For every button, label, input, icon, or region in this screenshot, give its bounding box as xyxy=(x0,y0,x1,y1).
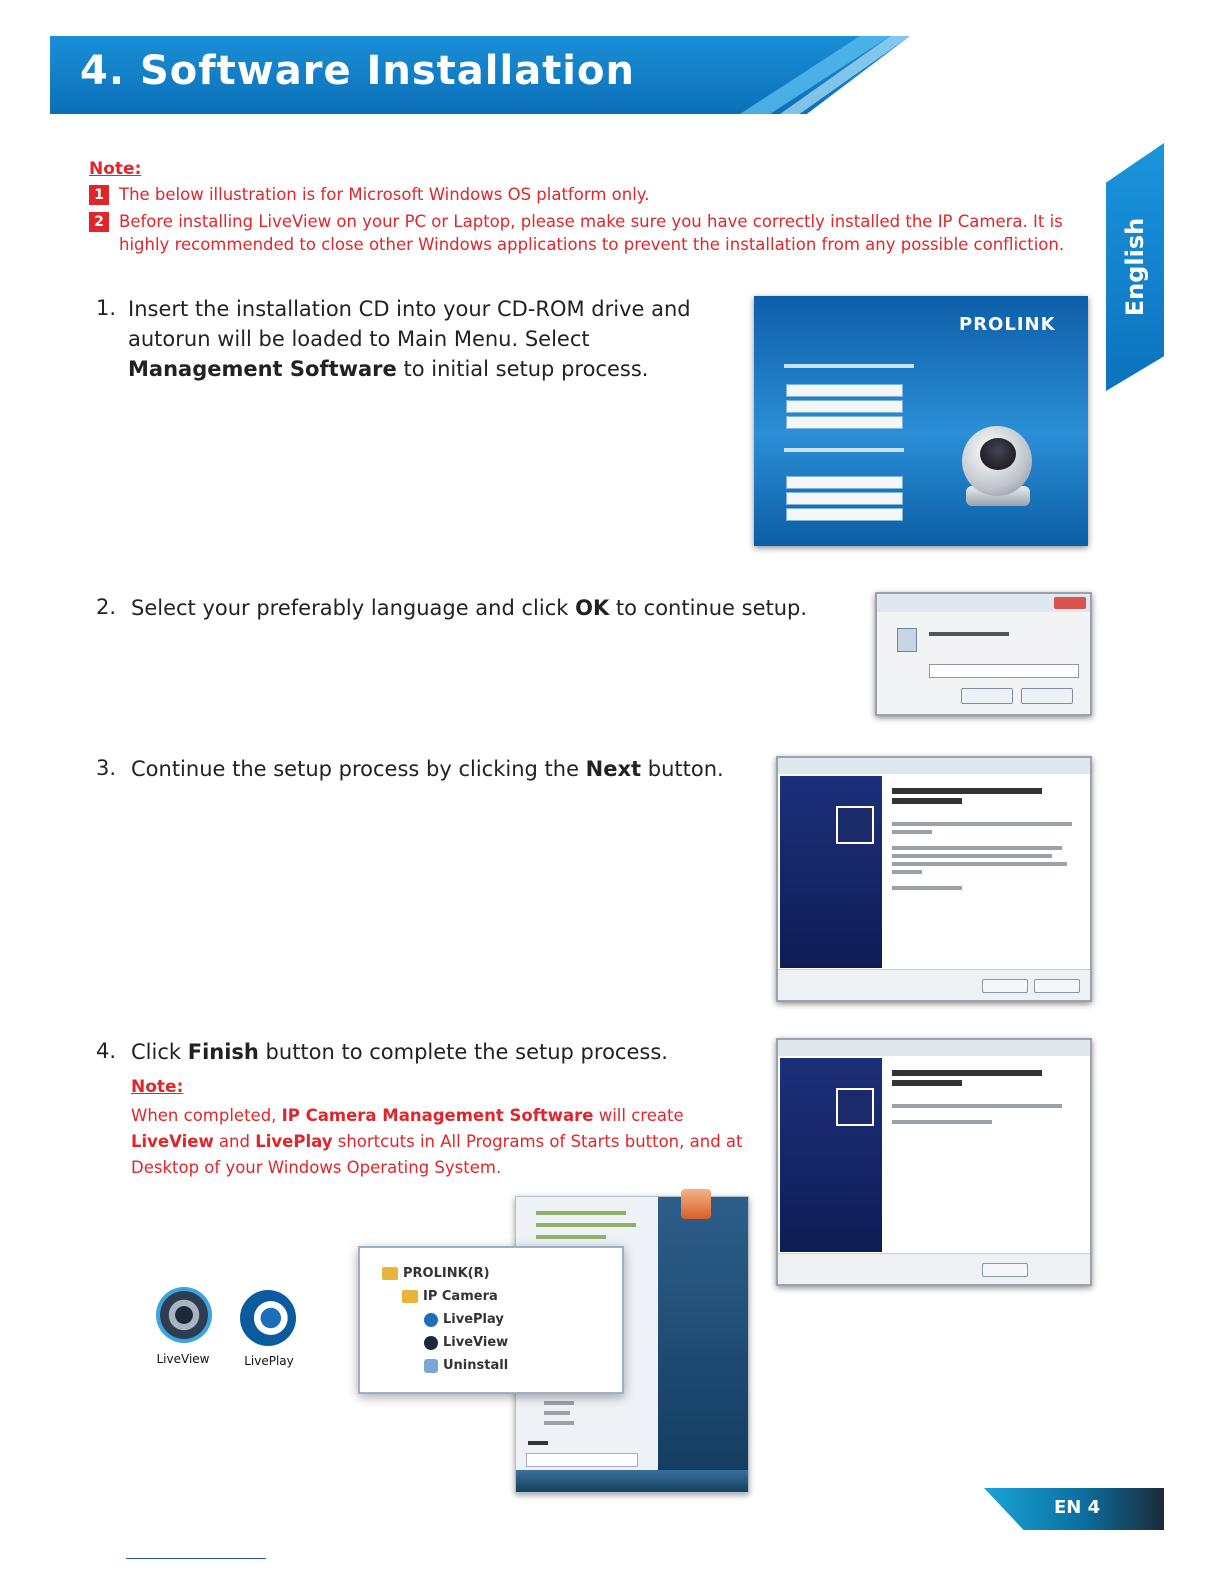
step-1-text xyxy=(128,294,691,384)
menu-item-line xyxy=(536,1223,636,1227)
setup-wizard-welcome-screenshot xyxy=(776,756,1092,1002)
step-4-bold: Finish xyxy=(187,1040,259,1064)
language-select xyxy=(929,664,1079,678)
programs-item-label: Uninstall xyxy=(443,1358,509,1373)
programs-item-label: LivePlay xyxy=(443,1312,504,1327)
wizard-logo-icon xyxy=(836,1088,874,1126)
uninstall-icon xyxy=(424,1359,438,1373)
step-1-line-3 xyxy=(128,354,691,384)
wizard-text-line xyxy=(892,830,932,834)
programs-subfolder xyxy=(402,1289,498,1304)
dialog-text-line xyxy=(929,632,1009,636)
step-4-note-line-3: Desktop of your Windows Operating System. xyxy=(131,1158,502,1177)
menu-button xyxy=(786,508,903,521)
note-text: will create xyxy=(593,1106,684,1125)
back-link-line xyxy=(528,1441,548,1445)
note-text: shortcuts in All Programs of Starts button, and at xyxy=(332,1132,743,1151)
programs-root-label: PROLINK(R) xyxy=(403,1266,490,1281)
start-menu-right-panel xyxy=(658,1197,748,1492)
programs-item-liveview xyxy=(424,1335,508,1350)
ok-button xyxy=(961,688,1013,704)
step-number: 2. xyxy=(96,595,117,619)
liveplay-icon xyxy=(240,1290,296,1346)
menu-button xyxy=(786,400,903,413)
splash-heading-line xyxy=(784,364,914,368)
cancel-button xyxy=(1021,688,1073,704)
programs-item-liveplay xyxy=(424,1312,504,1327)
page-title: 4. Software Installation xyxy=(80,48,635,94)
step-1-line-1: Insert the installation CD into your CD-ROM drive and xyxy=(128,297,691,321)
menu-item-line xyxy=(536,1235,606,1239)
wizard-heading-line xyxy=(892,788,1042,794)
finish-button xyxy=(982,1263,1028,1277)
step-3-pre: Continue the setup process by clicking the xyxy=(131,757,586,781)
programs-root-folder xyxy=(382,1266,490,1281)
wizard-footer xyxy=(778,969,1090,1000)
programs-item-label: LiveView xyxy=(443,1335,509,1350)
wizard-text-line xyxy=(892,822,1072,826)
step-4-note-body xyxy=(131,1103,751,1181)
folder-icon xyxy=(402,1290,418,1303)
menu-button xyxy=(786,492,903,505)
liveplay-label: LivePlay xyxy=(244,1354,294,1368)
step-3-text xyxy=(131,754,724,784)
menu-item-line xyxy=(536,1211,626,1215)
step-3-bold: Next xyxy=(585,757,642,781)
note-bold: IP Camera Management Software xyxy=(281,1106,594,1125)
cancel-button xyxy=(1034,979,1080,993)
footer-rule xyxy=(126,1558,266,1559)
wizard-text-line xyxy=(892,886,962,890)
note-number-badge: 1 xyxy=(89,185,109,205)
wizard-text-line xyxy=(892,846,1062,850)
wizard-heading-line xyxy=(892,1080,962,1086)
note-text: When completed, xyxy=(131,1106,282,1125)
language-dialog-screenshot xyxy=(875,592,1092,716)
wizard-footer xyxy=(778,1253,1090,1284)
menu-item-line xyxy=(544,1411,570,1415)
step-2-text xyxy=(131,593,807,623)
step-number: 4. xyxy=(96,1039,117,1063)
autorun-menu-screenshot xyxy=(754,296,1088,546)
menu-item-line xyxy=(544,1401,574,1405)
menu-button xyxy=(786,384,903,397)
note-item-2-line-2: highly recommended to close other Windows applications to prevent the installation from any possible confliction. xyxy=(119,235,1065,254)
folder-icon xyxy=(382,1267,398,1280)
step-4-pre: Click xyxy=(131,1040,188,1064)
splash-brand-logo: PROLINK xyxy=(959,314,1056,335)
step-number: 3. xyxy=(96,756,117,780)
step-2-pre: Select your preferably language and click xyxy=(131,596,576,620)
wizard-titlebar xyxy=(778,758,1090,774)
step-1-line-2: autorun will be loaded to Main Menu. Select xyxy=(128,327,590,351)
step-1-bold: Management Software xyxy=(128,357,397,381)
setup-wizard-complete-screenshot xyxy=(776,1038,1092,1286)
page-number: EN 4 xyxy=(1054,1497,1101,1518)
note-bold: LivePlay xyxy=(255,1132,333,1151)
menu-button xyxy=(786,476,903,489)
wizard-text-line xyxy=(892,1120,992,1124)
step-number: 1. xyxy=(96,296,117,320)
wizard-logo-icon xyxy=(836,806,874,844)
camera-lens xyxy=(980,438,1016,470)
wizard-side-panel xyxy=(780,776,882,968)
wizard-text-line xyxy=(892,870,922,874)
step-2-post: to continue setup. xyxy=(609,596,808,620)
step-3-post: button. xyxy=(641,757,724,781)
wizard-heading-line xyxy=(892,798,962,804)
wizard-heading-line xyxy=(892,1070,1042,1076)
step-1-rest: to initial setup process. xyxy=(396,357,649,381)
menu-button xyxy=(786,416,903,429)
user-avatar xyxy=(681,1189,711,1219)
note-text: and xyxy=(213,1132,256,1151)
search-box xyxy=(526,1453,638,1467)
menu-item-line xyxy=(544,1421,574,1425)
step-2-bold: OK xyxy=(575,596,610,620)
note-bold: LiveView xyxy=(131,1132,214,1151)
language-tab-label: English xyxy=(1121,217,1150,317)
next-button xyxy=(982,979,1028,993)
programs-item-uninstall xyxy=(424,1358,508,1373)
wizard-text-line xyxy=(892,862,1067,866)
wizard-titlebar xyxy=(778,1040,1090,1056)
wizard-text-line xyxy=(892,854,1052,858)
liveview-icon xyxy=(156,1287,212,1343)
splash-heading-line xyxy=(784,448,904,452)
step-4-post: button to complete the setup process. xyxy=(258,1040,668,1064)
all-programs-popup xyxy=(358,1246,624,1394)
step-4-note-line-1 xyxy=(131,1103,751,1129)
close-icon xyxy=(1054,597,1086,609)
liveview-label: LiveView xyxy=(156,1352,210,1366)
taskbar xyxy=(516,1470,748,1492)
step-4-note-title: Note: xyxy=(131,1077,184,1097)
step-4-note-line-2 xyxy=(131,1129,751,1155)
programs-folder-label: IP Camera xyxy=(423,1289,498,1304)
note-title: Note: xyxy=(89,159,142,179)
liveview-icon xyxy=(424,1336,438,1350)
wizard-side-panel xyxy=(780,1058,882,1252)
step-4-text xyxy=(131,1037,668,1067)
language-tab-label-wrap xyxy=(1106,143,1164,391)
note-number-badge: 2 xyxy=(89,212,109,232)
note-item-1: The below illustration is for Microsoft Windows OS platform only. xyxy=(119,185,650,204)
wizard-text-line xyxy=(892,1104,1062,1108)
note-item-2-line-1: Before installing LiveView on your PC or Laptop, please make sure you have correctly installed the IP Camera. It is xyxy=(119,212,1063,231)
language-icon xyxy=(897,628,917,652)
liveplay-icon xyxy=(424,1313,438,1327)
